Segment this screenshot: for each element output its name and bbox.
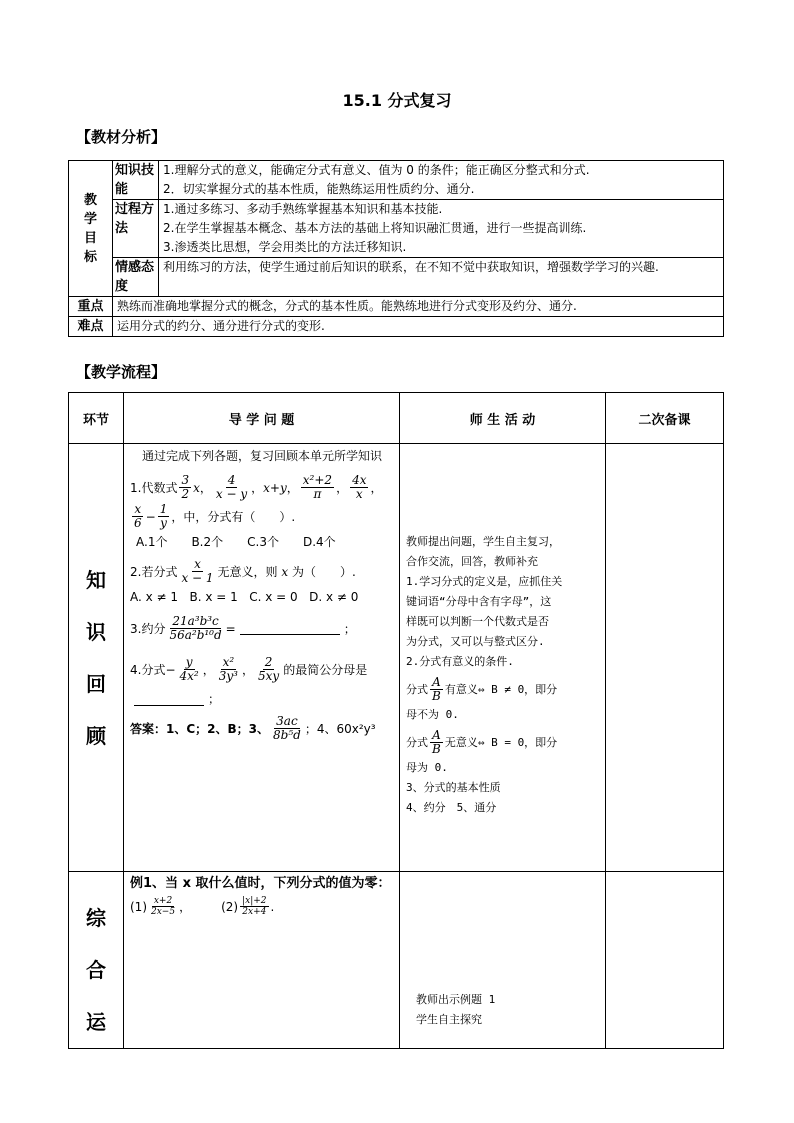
review-questions: 通过完成下列各题，复习回顾本单元所学知识 1.代数式 $\frac{3}{2}$ x ， $\frac{4}{x - y}$ ， x + y ， $\frac{\text{x²+2}}{\pi}$ ， $\frac{4x}{x}$ ， $\frac{x}{6}$ − $\frac{1}{y}$ ， 中，分式有（ ）. A.1个 B.2个 C.3个 D.4个 2.若分式 $\frac{x}{x - 1}$ 无意义，则 x 为（ ）. A. x ≠ 1 B. x = 1 C. x = 0 D. x ≠ 0 3.约分 $\frac{\text{21a³b³c}}{\text{56a²b¹⁰d}}$ = ； 4.分式 − $\frac{y}{\text{4x²}}$ ， $\frac{\text{x²}}{\text{3y³}}$ ， $\frac{2}{5xy}$ 的最简公分母是 ； 答案：1、C；2、B；3、 $\frac{3ac}{\text{8b⁵d}}$ ；4、60x²y³ (124, 444, 400, 872)
row-content: 1.通过多练习、多动手熟练掌握基本知识和基本技能. 2.在学生掌握基本概念、基本方法的基础上将知识融汇贯通，进行一些提高训练. 3.渗透类比思想，学会用类比的方法迁移知识. (159, 200, 724, 258)
example-items: (1) $\frac{x+2}{2x-5}$ ， (2) $\frac{|x|+2}{2x+4}$ . (130, 896, 275, 917)
row-label: 知识技能 (113, 161, 159, 200)
section-heading-analysis: 【教材分析】 (76, 128, 167, 146)
apply-second-prep (606, 872, 724, 1049)
goal-label: 教 学 目 标 (69, 161, 113, 297)
header-second-prep: 二次备课 (606, 393, 724, 444)
example-title: 例1、当 x 取什么值时，下列分式的值为零： (130, 876, 391, 891)
section-heading-flow: 【教学流程】 (76, 363, 167, 381)
row-label: 过程方法 (113, 200, 159, 258)
question-1-cont: $\frac{x}{6}$ − $\frac{1}{y}$ ， 中，分式有（ ）. (134, 502, 296, 530)
question-1: 1.代数式 $\frac{3}{2}$ x ， $\frac{4}{x - y}$ ， x + y ， $\frac{\text{x²+2}}{\pi}$ ， $\frac{4x}{x}$ ， (130, 473, 383, 501)
review-intro: 通过完成下列各题，复习回顾本单元所学知识 (142, 449, 383, 463)
page-title: 15.1 分式复习 (342, 91, 452, 110)
apply-activities: 教师出示例题 1 学生自主探究 (400, 872, 606, 1049)
header-activities: 师 生 活 动 (400, 393, 606, 444)
row-content: 1.理解分式的意义，能确定分式有意义、值为 0 的条件；能正确区分整式和分式. 2．切实掌握分式的基本性质，能熟练运用性质约分、通分. (159, 161, 724, 200)
apply-questions (124, 872, 400, 1049)
answers: 答案：1、C；2、B；3、 $\frac{3ac}{\text{8b⁵d}}$ ；4、60x²y³ (130, 714, 376, 742)
difficult-text: 运用分式的约分、通分进行分式的变形. (113, 317, 724, 337)
header-questions: 导 学 问 题 (124, 393, 400, 444)
difficult-label: 难点 (69, 317, 113, 337)
stage-apply-label: 综 合 运 (69, 872, 124, 1049)
stage-review-label: 知 识 回 顾 (69, 444, 124, 872)
row-label: 情感态度 (113, 258, 159, 297)
review-activities: 教师提出问题，学生自主复习， 合作交流，回答，教师补充 1.学习分式的定义是，应抓住关 键词语“分母中含有字母”，这 样既可以判断一个代数式是否 为分式，又可以与整式区分. 2.分式有意义的条件. 分式 $\frac{A}{B}$ 有意义⇔ B ≠ 0，即分 母不为 0. 分式 $\frac{A}{B}$ 无意义⇔ B = 0，即分 母为 0. 3、分式的基本性质 4、约分 5、通分 (400, 444, 606, 872)
flow-table (68, 392, 724, 1049)
row-content: 利用练习的方法，使学生通过前后知识的联系，在不知不觉中获取知识，增强数学学习的兴趣. (159, 258, 724, 297)
analysis-table (68, 160, 724, 337)
question-3: 3.约分 $\frac{\text{21a³b³c}}{\text{56a²b¹⁰d}}$ = ； (130, 614, 356, 642)
key-label: 重点 (69, 297, 113, 317)
key-text: 熟练而准确地掌握分式的概念，分式的基本性质。能熟练地进行分式变形及约分、通分. (113, 297, 724, 317)
question-1-options: A.1个 B.2个 C.3个 D.4个 (136, 535, 336, 549)
header-stage: 环节 (69, 393, 124, 444)
question-4: 4.分式 − $\frac{y}{\text{4x²}}$ ， $\frac{\text{x²}}{\text{3y³}}$ ， $\frac{2}{5xy}$ 的最简公分母是 (130, 655, 368, 683)
question-2: 2.若分式 $\frac{x}{x - 1}$ 无意义，则 x 为（ ）. (130, 557, 356, 585)
question-2-options: A. x ≠ 1 B. x = 1 C. x = 0 D. x ≠ 0 (130, 590, 359, 604)
review-second-prep (606, 444, 724, 872)
